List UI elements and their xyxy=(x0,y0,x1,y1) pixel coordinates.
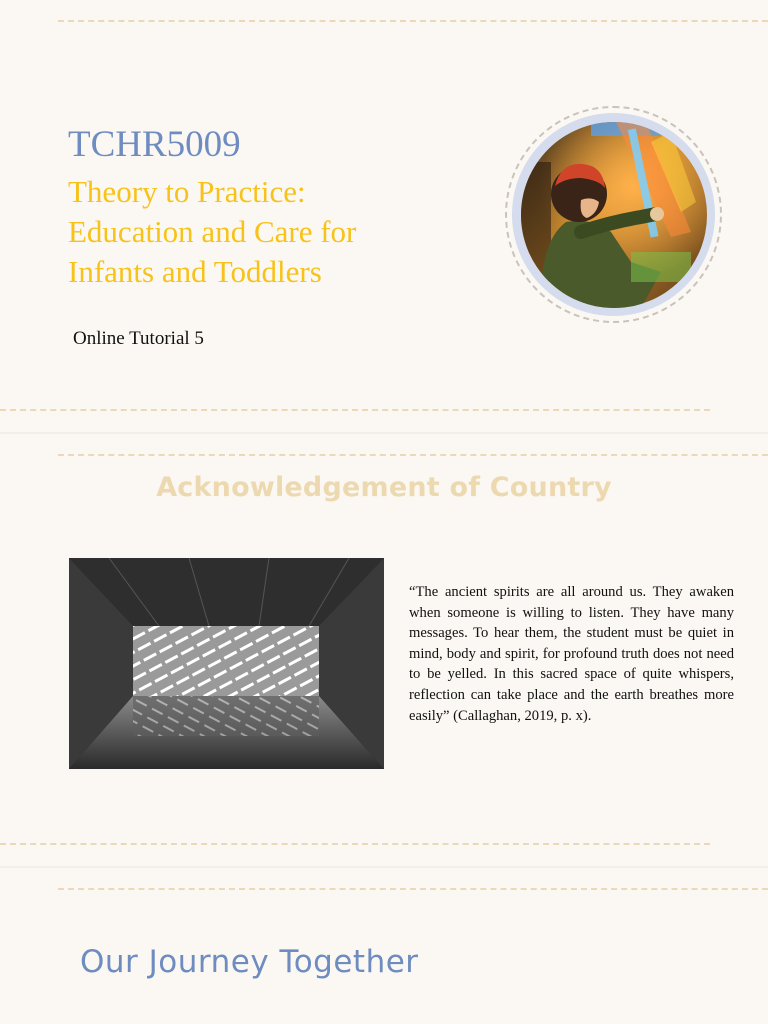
photo-circle xyxy=(521,122,707,308)
light-installation-photo xyxy=(69,558,384,769)
journey-heading: Our Journey Together xyxy=(80,944,419,980)
acknowledgement-slide xyxy=(0,434,768,866)
course-title: Theory to Practice: Education and Care for Infants and Toddlers xyxy=(68,174,357,289)
bottom-dashed-divider xyxy=(0,409,710,411)
child-photo xyxy=(505,106,722,323)
bottom-dashed-divider xyxy=(0,843,710,845)
top-dashed-divider xyxy=(58,454,768,456)
acknowledgement-heading: Acknowledgement of Country xyxy=(156,472,612,503)
title-slide xyxy=(0,0,768,432)
photo-frame xyxy=(512,113,715,316)
journey-slide xyxy=(0,868,768,1024)
course-code: TCHR5009 xyxy=(68,124,241,165)
top-dashed-divider xyxy=(58,888,768,890)
child-light-play-illustration xyxy=(521,122,707,308)
tutorial-subtitle: Online Tutorial 5 xyxy=(73,328,204,349)
acknowledgement-quote: “The ancient spirits are all around us. They awaken when someone is willing to listen. They have many messages. To hear them, the student must be quiet in mind, body and spirit, for profound truth does not need to be yelled. In this sacred space of quite whispers, reflection can take place and the earth breathes more easily” (Callaghan, 2019, p. x). xyxy=(409,584,734,724)
top-dashed-divider xyxy=(58,20,768,22)
